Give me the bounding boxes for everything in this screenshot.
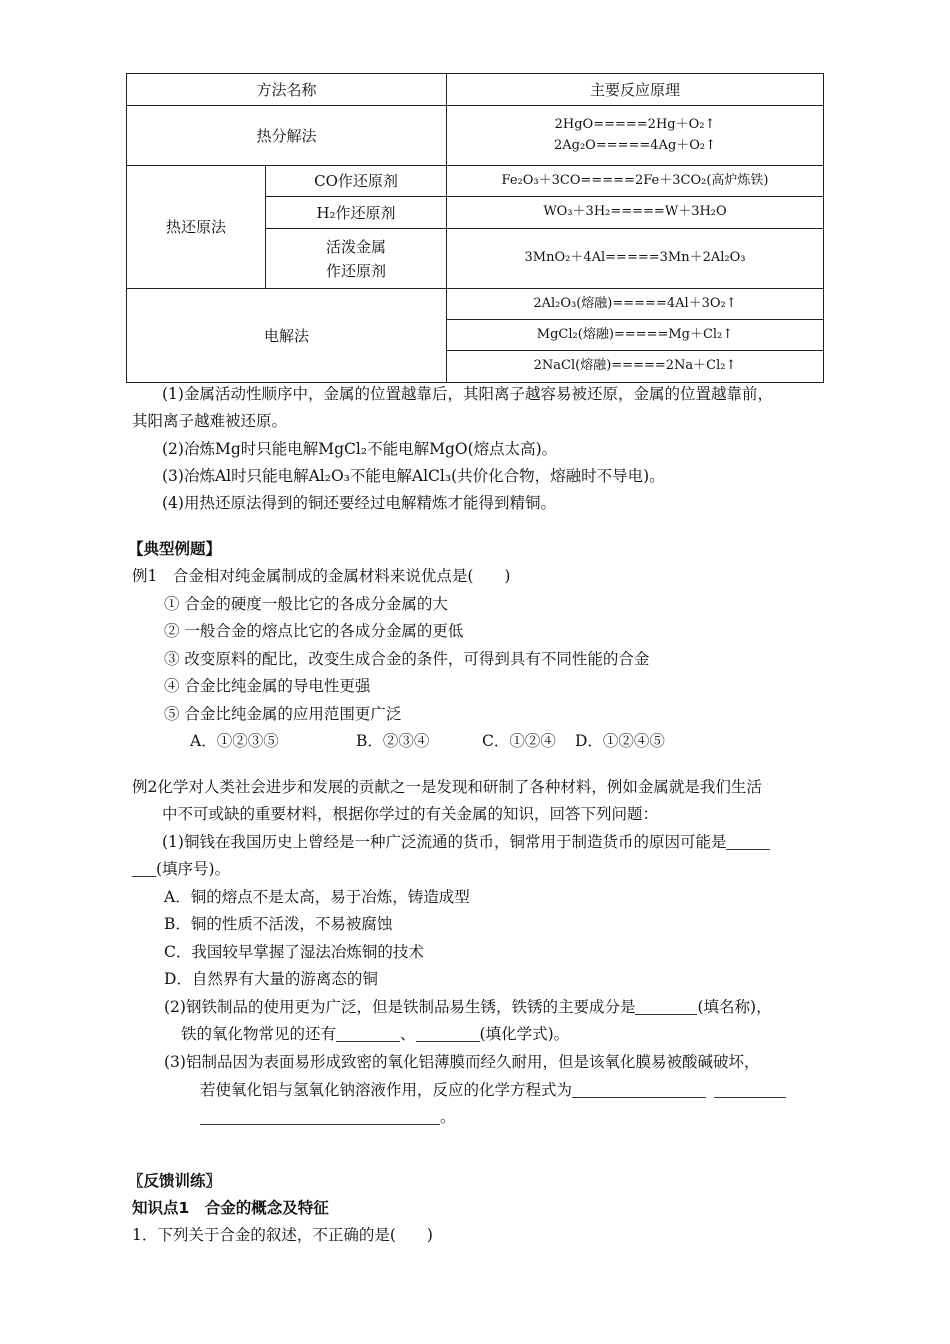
table-header-method [126,73,447,106]
example-2-option-a: A．铜的熔点不是太高，易于冶炼，铸造成型 [164,888,470,906]
example-1-item-5: ⑤ 合金比纯金属的应用范围更广泛 [164,705,402,723]
example-2-q3-line2 [200,1081,786,1100]
q2-fill-formula-text: (填化学式)。 [479,1025,570,1043]
example-1-option-a: A．①②③⑤ [190,732,279,750]
q3-text: 若使氧化铝与氢氧化钠溶液作用，反应的化学方程式为 [200,1081,573,1099]
example-2-option-c: C．我国较早掌握了湿法冶炼铜的技术 [164,943,424,961]
method-thermal-reduction [126,165,266,289]
header-method-text: 方法名称 [256,80,317,99]
q2-fill-name-text: (填名称)， [697,998,772,1016]
reaction-ag2o: 2Ag₂O=====4Ag＋O₂↑ [553,137,717,153]
example-1-option-d: D．①②④⑤ [575,732,665,750]
q2-separator: 、 [400,1025,416,1043]
q3-equation-blank-c[interactable] [200,1109,440,1126]
agent-co-text: CO作还原剂 [314,172,398,190]
feedback-heading: 〖反馈训练〗 [128,1172,222,1190]
knowledge-point-1-heading: 知识点1 合金的概念及特征 [132,1199,329,1217]
reaction-al2o3: 2Al₂O₃(熔融)=====4Al＋3O₂↑ [533,295,737,311]
example-2-option-d: D．自然界有大量的游离态的铜 [164,970,378,988]
thermal-decomposition-reactions [446,105,824,166]
q2-text: (2)钢铁制品的使用更为广泛，但是铁制品易生锈，铁锈的主要成分是 [164,998,636,1016]
q1-answer-blank-a[interactable] [726,834,770,851]
reaction-mno2: 3MnO₂＋4Al=====3Mn＋2Al₂O₃ [524,250,746,266]
example-2-q2-line1 [164,998,772,1017]
agent-co [265,165,447,197]
example-1-item-3: ③ 改变原料的配比，改变生成合金的条件，可得到具有不同性能的合金 [164,650,650,668]
q3-equation-blank-b[interactable] [714,1082,786,1099]
example-1-item-4: ④ 合金比纯金属的导电性更强 [164,677,371,695]
method-thermal-decomposition [126,105,447,166]
example-1-item-2: ② 一般合金的熔点比它的各成分金属的更低 [164,622,464,640]
agent-metal-line1: 活泼金属 [325,237,386,256]
reaction-mgcl2: MgCl₂(熔融)=====Mg＋Cl₂↑ [536,326,734,342]
q1-tail-text: (填序号)。 [156,860,231,878]
agent-active-metal [265,228,447,289]
reaction-mgcl2-cell [446,319,824,351]
q2-oxide-blank-2[interactable] [416,1026,480,1043]
reaction-nacl-cell [446,350,824,383]
table-header-principle [446,73,824,106]
example-2-q3-line3 [200,1108,456,1127]
example-2-stem-line2: 中不可或缺的重要材料，根据你学过的有关金属的知识，回答下列问题： [162,805,659,823]
reaction-h2-cell [446,196,824,229]
electrolysis-name: 电解法 [263,326,309,345]
q2-oxides-text: 铁的氧化物常见的还有 [181,1025,337,1043]
example-2-q1-line2 [132,860,230,879]
reaction-al2o3-cell [446,288,824,320]
reaction-hgo: 2HgO=====2Hg＋O₂↑ [554,116,716,132]
method-electrolysis [126,288,447,383]
examples-heading: 【典型例题】 [128,540,222,558]
example-1-item-1: ① 合金的硬度一般比它的各成分金属的大 [164,595,448,613]
q1-answer-blank-b[interactable] [132,861,156,878]
thermal-decomposition-name: 热分解法 [256,126,317,145]
agent-h2 [265,196,447,229]
example-1-option-b: B．②③④ [356,732,430,750]
example-1-option-c: C．①②④ [482,732,556,750]
q3-period: 。 [440,1108,456,1126]
q3-equation-blank-a[interactable] [572,1082,706,1099]
reaction-wo3: WO₃＋3H₂=====W＋3H₂O [543,204,727,220]
note-2: (2)冶炼Mg时只能电解MgCl₂不能电解MgO(熔点太高)。 [162,440,558,458]
reaction-metal-cell [446,228,824,289]
note-1-line2: 其阳离子越难被还原。 [132,412,288,430]
agent-metal-line2: 作还原剂 [325,261,386,280]
note-4: (4)用热还原法得到的铜还要经过电解精炼才能得到精铜。 [162,494,556,512]
reaction-fe2o3: Fe₂O₃＋3CO=====2Fe＋3CO₂(高炉炼铁) [501,172,769,188]
thermal-reduction-name: 热还原法 [165,218,226,236]
reaction-nacl: 2NaCl(熔融)=====2Na＋Cl₂↑ [533,358,737,374]
note-3: (3)冶炼Al时只能电解Al₂O₃不能电解AlCl₃(共价化合物，熔融时不导电)。 [162,467,665,485]
example-2-stem-line1: 例2化学对人类社会进步和发展的贡献之一是发现和研制了各种材料，例如金属就是我们生活 [132,778,762,796]
example-2-q1-line1 [162,833,770,852]
header-principle-text: 主要反应原理 [589,80,680,99]
q1-text: (1)铜钱在我国历史上曾经是一种广泛流通的货币，铜常用于制造货币的原因可能是 [162,833,727,851]
example-2-option-b: B．铜的性质不活泼，不易被腐蚀 [164,915,393,933]
example-2-q3-line1: (3)铝制品因为表面易形成致密的氧化铝薄膜而经久耐用，但是该氧化膜易被酸碱破坏， [164,1053,760,1071]
q2-oxide-blank-1[interactable] [336,1026,400,1043]
feedback-question-1: 1．下列关于合金的叙述，不正确的是( ) [132,1226,433,1244]
q2-rust-name-blank[interactable] [635,999,697,1016]
reaction-co-cell [446,165,824,197]
example-2-q2-line2 [181,1025,569,1044]
note-1-line1: (1)金属活动性顺序中，金属的位置越靠后，其阳离子越容易被还原，金属的位置越靠前， [162,385,773,403]
agent-h2-text: H₂作还原剂 [316,203,396,222]
example-1-stem: 例1 合金相对纯金属制成的金属材料来说优点是( ) [132,567,511,585]
